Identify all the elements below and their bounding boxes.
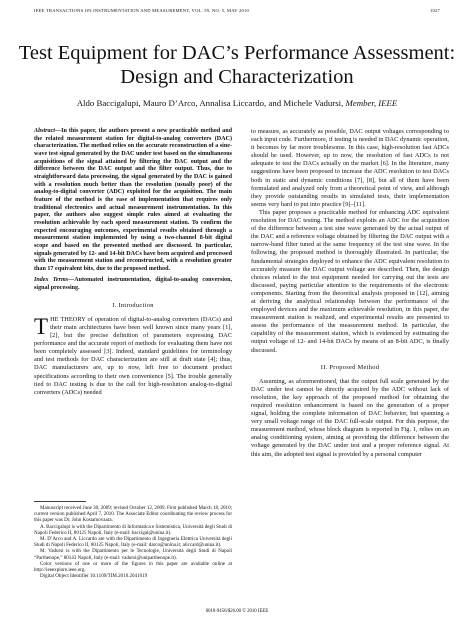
intro-lead: HE THEORY: [50, 315, 86, 323]
footnote: A. Baccigalupi is with the Dipartimento di Informatica e Sistemistica, Università degli Studi di Napoli Federico II, 80125 Napoli, Italy (e-mail: baccigal@unina.it).: [34, 523, 232, 536]
footnote: Color versions of one or more of the figures in this paper are available online at http://ieeexplore.ieee.org.: [34, 560, 232, 574]
title-line-1: Test Equipment for DAC’s Performance Assessment:: [18, 42, 456, 64]
abstract-text: In this paper, the authors present a new practicable method and the related measurement station for digital-to-analog converters (DAC) characterization. The method relies on the accurate reconstruction of a sine-wave test signal generated by the DAC under test based on the simultaneous acquisitions of the signal attained by filtering the DAC output and the difference between the DAC output and the filter output. Thus, due to straightforward data processing, the signal generated by the DAC is gained with a resolution much better than the resolution (usually poor) of the analog-to-digital converter (ADC) exploited for the acquisition. The main feature of the method is the ease of implementation that requires only traditional electronics and actual measurement instrumentation. In this paper, the authors also suggest simple rules aimed at evaluating the resolution achievable by each speed measurement station. To confirm the expected encouraging outcomes, experimental results obtained through a measurement station implemented by using a two-channel 8-bit digital scope and based on the presented method are discussed. In particular, signals generated by 12- and 14-bit DACs have been acquired and processed with the measurement station and reconstructed, with a resolution greater than 17 equivalent bits, due to the proposed method.: [34, 128, 232, 272]
section-heading-proposed-method: II. Proposed Method: [320, 363, 380, 371]
paper-title: [0, 41, 474, 89]
index-terms-text: Automated instrumentation, digital-to-analog conversion, signal processing.: [34, 277, 232, 292]
abstract-label: Abstract—: [34, 128, 62, 134]
journal-header: IEEE TRANSACTIONS ON INSTRUMENTATION AND MEASUREMENT, VOL. 59, NO. 5, MAY 2010: [34, 8, 249, 13]
body-paragraph: This paper proposes a practicable method for enhancing ADC equivalent resolution for DAC testing. The method exploits an ADC for the acquisition of the difference between a test sine wave generated by the actual output of the DAC and a reference voltage obtained by filtering the DAC output with a narrow-band filter tuned at the same frequency of the test sine wave. In the following, the proposed method is thoroughly illustrated. In particular, the fundamental strategies deployed to enhance the ADC equivalent resolution to accurately measure the DAC output voltage are described. Then, the design choices related to the test equipment needed for carrying out the tests are discussed, paying particular attention to the requirements of the electronic components. Starting from the theoretical analysis proposed in [12], aiming at deriving the analytical relationship between the performance of the employed devices and the maximum achievable resolution, in this paper, the measurement station is realized, and experimental results are presented to assess the performance of the measurement method. In particular, the capability of the measurement station, which is evidenced by estimating the output voltage of 12- and 14-bit DACs by means of an 8-bit ADC, is finally discussed.: [251, 208, 449, 354]
footnote-rule: [34, 501, 86, 502]
title-line-2: Design and Characterization: [120, 66, 354, 88]
drop-cap: T: [34, 313, 49, 339]
footnote: Manuscript received June 30, 2009; revised October 12, 2009. First published March 18, 2010; current version published April 7, 2010. The Associate Editor coordinating the review process for this paper was Dr. John Kostamovaara.: [34, 505, 232, 524]
copyright-footer: 0018-9456/$26.00 © 2010 IEEE: [205, 609, 269, 614]
author-names: Aldo Baccigalupi, Mauro D’Arco, Annalisa Liccardo, and Michele Vadursi,: [76, 98, 344, 108]
intro-text: of operation of digital-to-analog converters (DACs) and their main architectures have been well known since many years [1], [2], but the precise definition of parameters expressing DAC performance and the accurate report of methods for evaluating them have not been completely assessed [3]. Indeed, standard guidelines for terminology and test methods for DAC characterization are still at draft state [4]; thus, DAC manufacturers are, up to now, left free to document product specifications according to their own convenience [5]. The trouble generally tied to DAC testing is due to the call for high-resolution analog-to-digital converters (ADCs) needed: [34, 315, 232, 396]
body-paragraph: Assuming, as aforementioned, that the output full scale generated by the DAC under test cannot be directly acquired by the ADC without lack of resolution, the key approach of the proposed method for obtaining the required resolution enhancement is based on the generation of a proper signal, holding the complete information of DAC behavior, but spanning a very small voltage range of the DAC full-scale output. For this purpose, the measurement method, whose block diagram is reported in Fig. 1, relies on an analog conditioning system, aiming at providing the difference between the voltage generated by the DAC under test and a proper reference signal. At this aim, the adopted test signal is provided by a personal computer: [251, 377, 449, 458]
index-terms-label: Index Terms—: [34, 277, 75, 284]
page-number: 1027: [430, 8, 440, 13]
abstract: [34, 128, 232, 273]
footnote: M. D’Arco and A. Liccardo are with the Dipartimento di Ingegneria Elettrica Università degli Studi di Napoli Federico II, 80125 Napoli, Italy (e-mail: darco@unina.it; aliccard@unina.it).: [34, 536, 232, 549]
footnote: Digital Object Identifier 10.1109/TIM.2010.2041019: [40, 573, 148, 580]
author-membership: Member, IEEE: [345, 98, 398, 108]
left-column: [34, 128, 232, 397]
index-terms: [34, 277, 232, 292]
section-heading-introduction: I. Introduction: [112, 301, 154, 309]
footnote: M. Vadursi is with the Dipartimento per le Tecnologie, Università degli Studi di Napoli “Parthenope,” 80143 Napoli, Italy (e-mail: vadursi@uniparthenope.it).: [34, 548, 232, 561]
intro-paragraph: [34, 313, 232, 397]
author-list: [0, 98, 474, 108]
right-column: [251, 128, 449, 459]
footnotes: [34, 505, 232, 579]
body-paragraph: to measure, as accurately as possible, DAC output voltages corresponding to each input code. Furthermore, if testing is needed in DAC dynamic operation, it becomes by far more troublesome. In this case, high-resolution fast ADCs should be used. However, up to now, the resolution of fast ADCs is not adequate to test the DACs actually on the market [6]. In the literature, many suggestions have been proposed to increase the ADC resolution to test DACs both in static and dynamic conditions [7], [8], but all of them have been formulated and analyzed only from a theoretical point of view, and although they provide outstanding results in simulated tests, their implementation seems very hard to put into practice [9]–[11].: [251, 128, 449, 208]
running-header: [34, 8, 440, 18]
